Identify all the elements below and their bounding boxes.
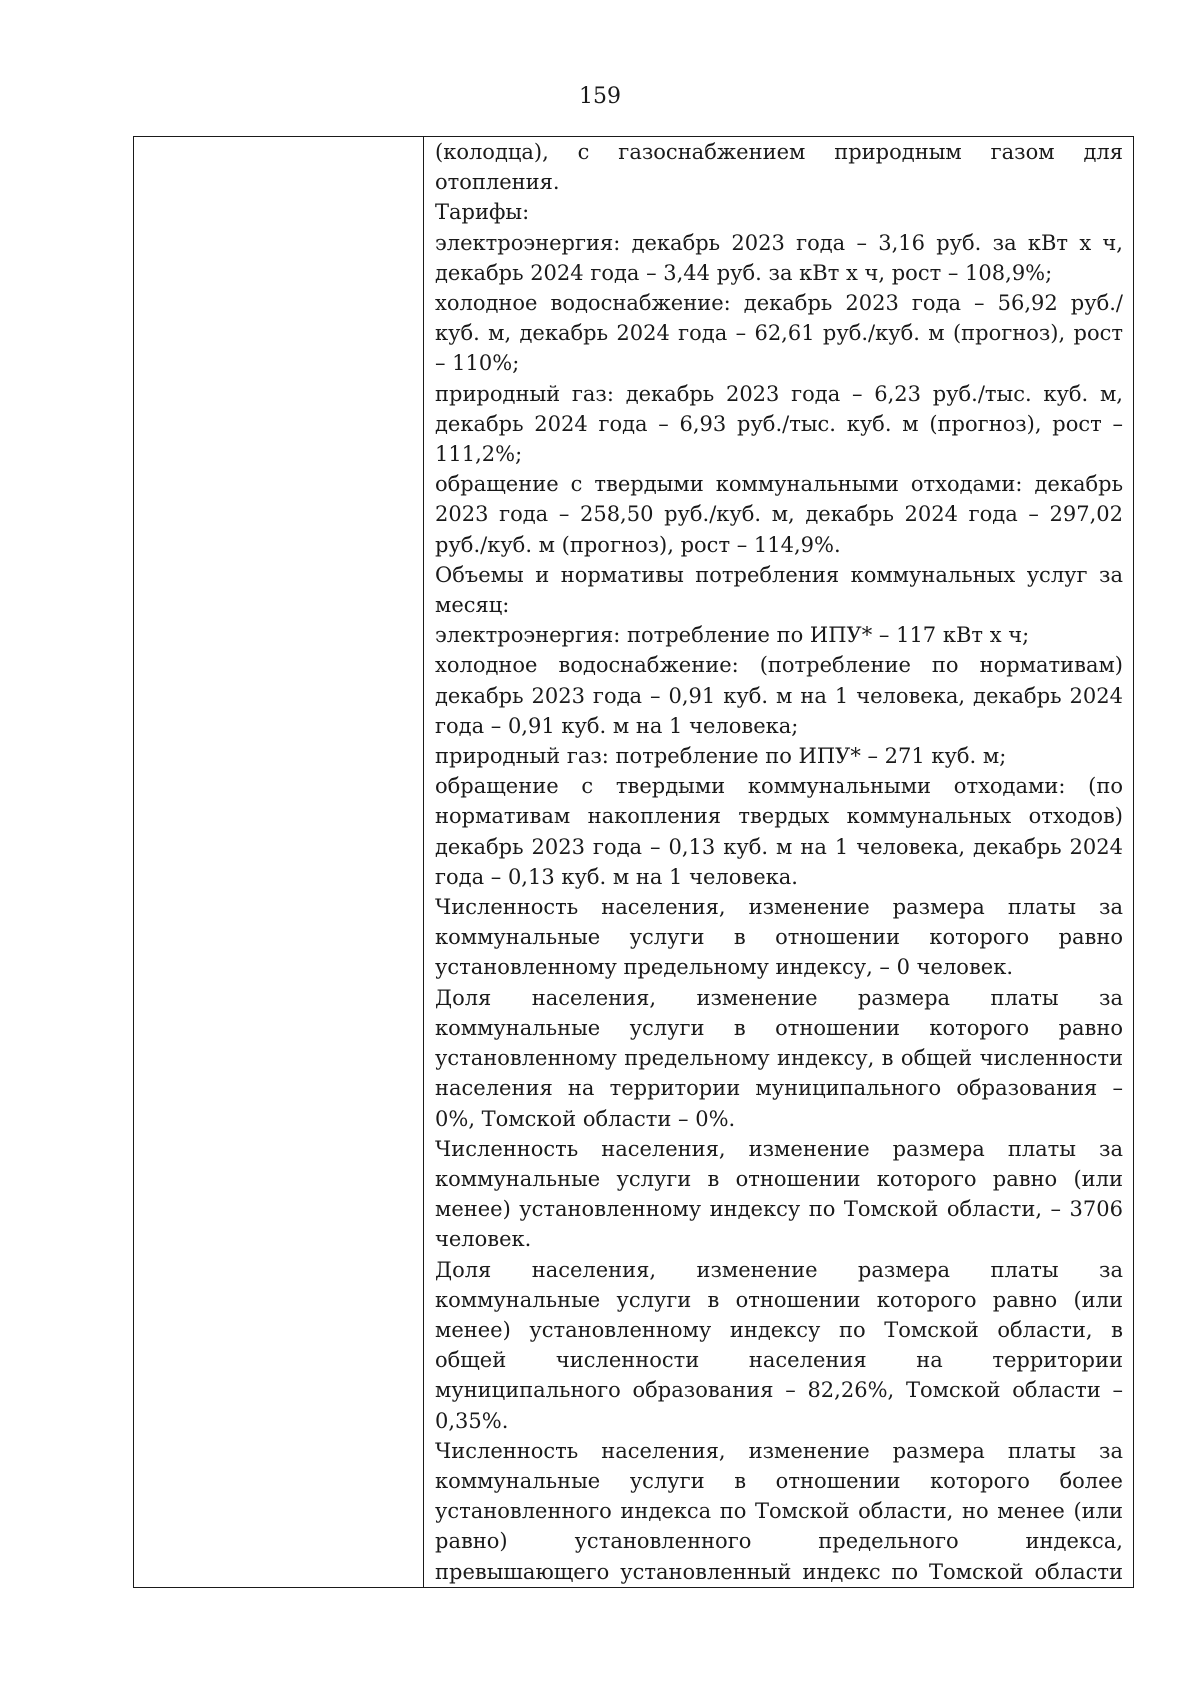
paragraph-share-equal-limit: Доля населения, изменение размера платы за коммунальные услуги в отношении которого равно установленному предельному индексу, в общей численности населения на территории муниципального образования – 0%, Томской области – 0%. xyxy=(435,985,1123,1131)
document-table xyxy=(133,136,1134,1588)
paragraph-population-above-index: Численность населения, изменение размера платы за коммунальные услуги в отношении которого более установленного индекса по Томской области, но менее (или равно) установленного предельного индекса, превышающего установленный индекс по Томской области xyxy=(435,1438,1123,1584)
paragraph-share-equal-or-less: Доля населения, изменение размера платы за коммунальные услуги в отношении которого равно (или менее) установленному индексу по Томской области, в общей численности населения на территории муниципального образования – 82,26%, Томской области – 0,35%. xyxy=(435,1257,1123,1433)
paragraph-gas-volume: природный газ: потребление по ИПУ* – 271 куб. м; xyxy=(435,744,1007,769)
paragraph-cold-water-tariff: холодное водоснабжение: декабрь 2023 года – 56,92 руб./куб. м, декабрь 2024 года – 62,61 руб./куб. м (прогноз), рост – 110%; xyxy=(435,291,1123,376)
paragraph-waste-volume: обращение с твердыми коммунальными отходами: (по нормативам накопления твердых коммунальных отходов) декабрь 2023 года – 0,13 куб. м на 1 человека, декабрь 2024 года – 0,13 куб. м на 1 человека. xyxy=(435,774,1123,889)
left-cell xyxy=(134,137,424,1588)
paragraph-population-equal-or-less: Численность населения, изменение размера платы за коммунальные услуги в отношении которого равно (или менее) установленному индексу по Томской области, – 3706 человек. xyxy=(435,1136,1123,1252)
paragraph-electricity-volume: электроэнергия: потребление по ИПУ* – 117 кВт х ч; xyxy=(435,623,1030,648)
paragraph-heating: (колодца), с газоснабжением природным газом для отопления. xyxy=(435,140,1123,195)
paragraph-waste-tariff: обращение с твердыми коммунальными отходами: декабрь 2023 года – 258,50 руб./куб. м, декабрь 2024 года – 297,02 руб./куб. м (прогноз), рост – 114,9%. xyxy=(435,472,1123,557)
paragraph-volumes-heading: Объемы и нормативы потребления коммунальных услуг за месяц: xyxy=(435,562,1123,618)
paragraph-gas-tariff: природный газ: декабрь 2023 года – 6,23 руб./тыс. куб. м, декабрь 2024 года – 6,93 руб./тыс. куб. м (прогноз), рост – 111,2%; xyxy=(435,381,1123,467)
table-row xyxy=(134,137,1134,1588)
right-cell xyxy=(424,137,1134,1588)
paragraph-electricity-tariff: электроэнергия: декабрь 2023 года – 3,16 руб. за кВт х ч, декабрь 2024 года – 3,44 руб. за кВт х ч, рост – 108,9%; xyxy=(435,230,1123,285)
paragraph-tariffs-heading: Тарифы: xyxy=(435,200,530,225)
paragraph-population-equal-limit: Численность населения, изменение размера платы за коммунальные услуги в отношении которого равно установленному предельному индексу, – 0 человек. xyxy=(435,895,1123,980)
page-number: 159 xyxy=(579,84,621,109)
paragraph-cold-water-volume: холодное водоснабжение: (потребление по нормативам) декабрь 2023 года – 0,91 куб. м на 1 человека, декабрь 2024 года – 0,91 куб. м на 1 человека; xyxy=(435,653,1123,738)
